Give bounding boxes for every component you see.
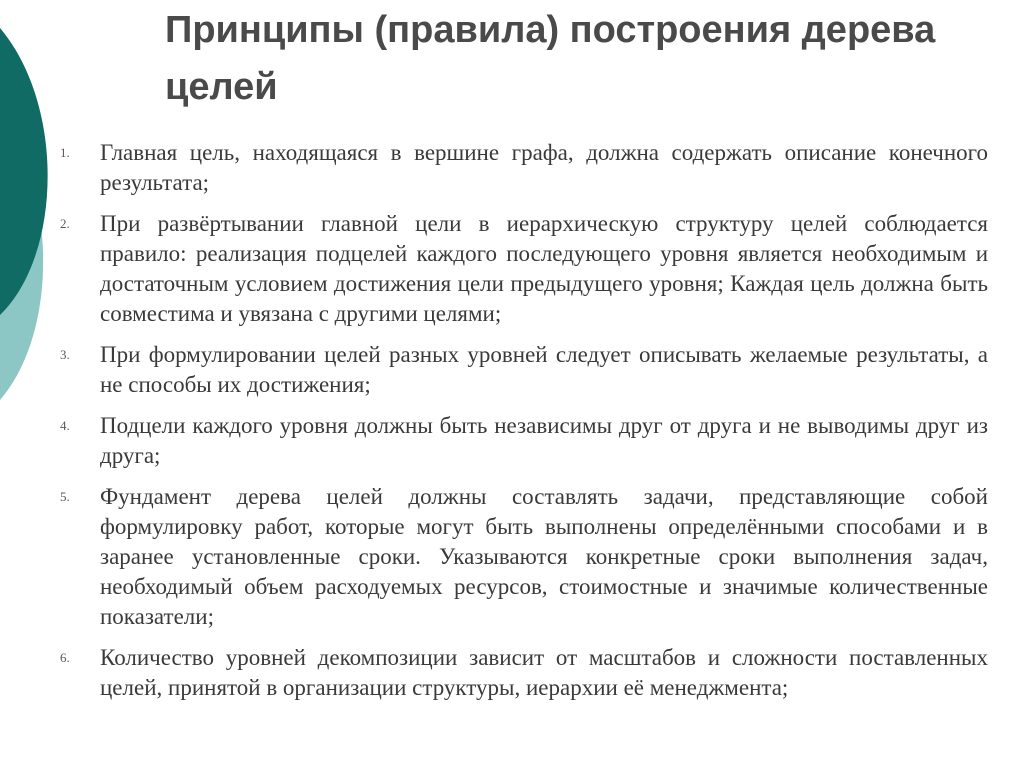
item-text: Подцели каждого уровня должны быть независимы друг от друга и не выводимы друг из друга; [100, 413, 988, 468]
item-text: При формулировании целей разных уровней следует описывать желаемые результаты, а не способы их достижения; [100, 342, 988, 397]
item-number: 1. [60, 145, 70, 160]
list-item [60, 482, 988, 632]
item-number: 6. [60, 650, 70, 665]
list-item [60, 643, 988, 703]
list-item [60, 209, 988, 329]
page-title: Принципы (правила) построения дерева целей [165, 9, 936, 108]
list-item [60, 138, 988, 198]
item-number: 4. [60, 418, 70, 433]
list-item [60, 340, 988, 400]
item-number: 5. [60, 489, 70, 504]
item-text: При развёртывании главной цели в иерархическую структуру целей соблюдается правило: реализация подцелей каждого последующего уровня является необходимым и достаточным условием достижения цели предыдущего уровня; Каждая цель должна быть совместима и увязана с другими целями; [100, 211, 988, 326]
item-number: 3. [60, 347, 70, 362]
item-text: Количество уровней декомпозиции зависит от масштабов и сложности поставленных целей, принятой в организации структуры, иерархии её менеджмента; [100, 645, 988, 700]
item-text: Фундамент дерева целей должны составлять задачи, представляющие собой формулировку работ, которые могут быть выполнены определёнными способами и в заранее установленные сроки. Указываются конкретные сроки выполнения задач, необходимый объем расходуемых ресурсов, стоимостные и значимые количественные показатели; [100, 484, 988, 629]
list-item [60, 411, 988, 471]
item-number: 2. [60, 216, 70, 231]
item-text: Главная цель, находящаяся в вершине графа, должна содержать описание конечного результата; [100, 140, 988, 195]
principles-list [60, 138, 988, 714]
